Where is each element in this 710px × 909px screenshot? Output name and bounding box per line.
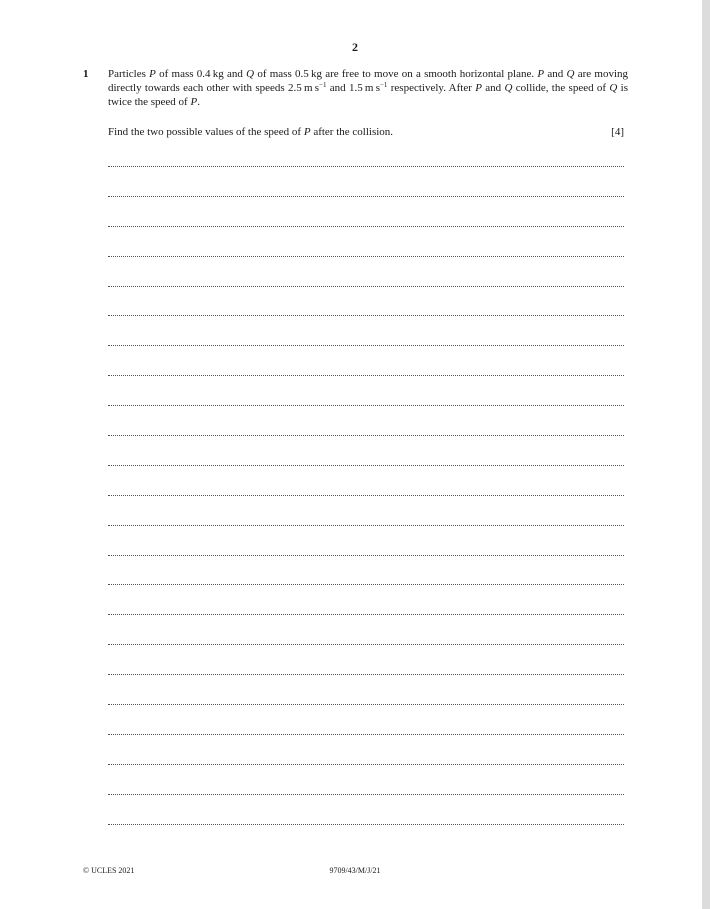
answer-line[interactable] xyxy=(108,615,624,645)
answer-line[interactable] xyxy=(108,705,624,735)
task-text: Find the two possible values of the speed of P after the collision. xyxy=(108,126,394,138)
question-text: Particles P of mass 0.4 kg and Q of mass 0.5 kg are free to move on a smooth horizontal plane. P and Q are moving directly towards each other with speeds 2.5 m $s^{-1}$ and 1.5 m $s^{-1}$ respectively. After P and Q collide, the speed of Q is twice the speed of P. xyxy=(108,68,629,108)
answer-line[interactable] xyxy=(108,735,624,765)
question-number: 1 xyxy=(83,68,89,80)
answer-area[interactable] xyxy=(108,161,624,825)
answer-line[interactable] xyxy=(108,675,624,705)
question-task xyxy=(108,126,624,138)
answer-line[interactable] xyxy=(108,436,624,466)
answer-line[interactable] xyxy=(108,645,624,675)
footer-paper-code: 9709/43/M/J/21 xyxy=(329,866,381,875)
answer-line[interactable] xyxy=(108,526,624,556)
answer-line[interactable] xyxy=(108,167,624,197)
answer-line[interactable] xyxy=(108,496,624,526)
answer-line[interactable] xyxy=(108,257,624,287)
answer-line[interactable] xyxy=(108,406,624,436)
answer-line[interactable] xyxy=(108,316,624,346)
answer-line[interactable] xyxy=(108,795,624,825)
footer-copyright: © UCLES 2021 xyxy=(83,866,135,875)
answer-line[interactable] xyxy=(108,585,624,615)
answer-line[interactable] xyxy=(108,346,624,376)
answer-line[interactable] xyxy=(108,227,624,257)
answer-line[interactable] xyxy=(108,376,624,406)
marks-label: [4] xyxy=(611,126,624,138)
page-edge xyxy=(702,0,710,909)
answer-line[interactable] xyxy=(108,197,624,227)
answer-line[interactable] xyxy=(108,556,624,586)
answer-line[interactable] xyxy=(108,765,624,795)
page-number: 2 xyxy=(352,40,358,54)
answer-line[interactable] xyxy=(108,287,624,317)
answer-line[interactable] xyxy=(108,466,624,496)
